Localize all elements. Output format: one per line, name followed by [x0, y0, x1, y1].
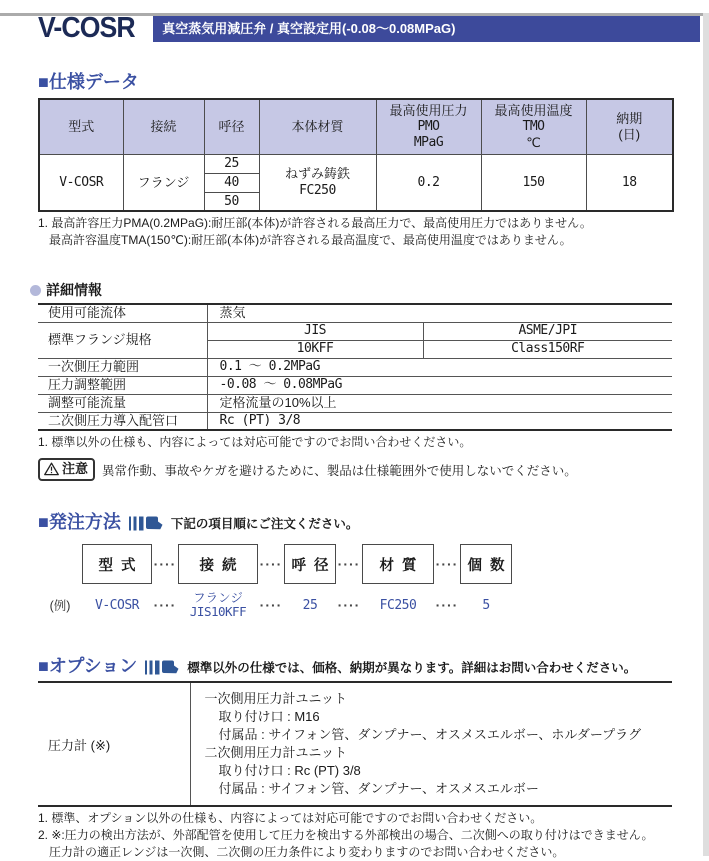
detail-table [38, 303, 672, 431]
order-dots: ···· [259, 556, 283, 572]
spec-delivery-value: 18 [586, 154, 673, 211]
flow-label: 調整可能流量 [38, 394, 207, 412]
order-example-material: FC250 [379, 597, 417, 613]
spec-header-row [39, 99, 673, 154]
order-box-size: 呼 径 [284, 544, 336, 584]
option-line: 付属品 : サイフォン管、ダンプナー、オスメスエルボー、ホルダープラグ [218, 727, 642, 742]
spec-col-size: 呼径 [204, 99, 259, 154]
options-note-1: 1. 標準、オプション以外の仕様も、内容によっては対応可能ですのでお問い合わせください。 [38, 811, 543, 825]
spec-note-2: 最高許容温度TMA(150℃):耐圧部(本体)が許容される最高温度で、最高使用温度ではありません。 [49, 233, 572, 247]
order-box-model: 型 式 [82, 544, 152, 584]
detail-row-inlet [38, 412, 672, 430]
flow-value: 定格流量の10%以上 [207, 394, 672, 412]
options-table [38, 681, 672, 807]
flange-jis: JIS [207, 322, 423, 340]
spec-tmo-value: 150 [481, 154, 586, 211]
order-example-connection: フランジ JIS10KFF [189, 591, 247, 619]
options-note-3: 圧力計の適正レンジは一次側、二次側の圧力条件により変わりますのでお問い合わせください。 [49, 845, 565, 859]
spec-section-title: ■仕様データ [38, 72, 139, 92]
datasheet-page [0, 12, 709, 859]
spec-table [38, 98, 674, 212]
order-example-qty: 5 [482, 597, 490, 613]
primary-range-label: 一次側圧力範囲 [38, 358, 207, 376]
detail-row-fluid [38, 304, 672, 322]
caution-text: 異常作動、事故やケガを避けるために、製品は仕様範囲外で使用しないでください。 [102, 463, 577, 478]
spec-pmo-value: 0.2 [376, 154, 481, 211]
header [38, 13, 700, 43]
caution-badge [38, 458, 95, 481]
fluid-label: 使用可能流体 [38, 304, 207, 322]
order-dots: ···· [337, 597, 361, 613]
spec-note-1: 1. 最高許容圧力PMA(0.2MPaG):耐圧部(本体)が許容される最高圧力で、最高使用圧力ではありません。 [38, 216, 592, 230]
option-line: 取り付け口 : Rc (PT) 3/8 [218, 763, 361, 778]
order-dots: ···· [259, 597, 283, 613]
fluid-value: 蒸気 [207, 304, 672, 322]
spec-col-connection: 接続 [123, 99, 204, 154]
order-box-connection: 接 続 [178, 544, 258, 584]
detail-row-adjust [38, 376, 672, 394]
options-section-title: ■オプション [38, 656, 138, 676]
pressure-gauge-label: 圧力計 (※) [38, 682, 190, 806]
order-dots: ···· [435, 597, 459, 613]
options-note-2: 2. ※:圧力の検出方法が、外部配管を使用して圧力を検出する外部検出の場合、二次側への取り付けはできません。 [38, 828, 654, 842]
order-section-title: ■発注方法 [38, 512, 121, 532]
spec-col-pmo: 最高使用圧力 PMO MPaG [376, 99, 481, 154]
order-example-label: (例) [49, 599, 71, 613]
spec-data-row [39, 154, 673, 173]
flange-jis-value: 10KFF [207, 340, 423, 358]
flange-label: 標準フランジ規格 [38, 322, 207, 358]
model-title: V-COSR [38, 12, 135, 44]
spec-col-model: 型式 [39, 99, 123, 154]
options-subtitle: 標準以外の仕様では、価格、納期が異なります。詳細はお問い合わせください。 [187, 661, 637, 675]
caution-row [38, 458, 709, 481]
spec-col-material: 本体材質 [259, 99, 376, 154]
order-dots: ···· [435, 556, 459, 572]
order-example-model: V-COSR [95, 597, 139, 613]
options-section-heading [38, 655, 709, 677]
detail-note: 1. 標準以外の仕様も、内容によっては対応可能ですのでお問い合わせください。 [38, 435, 472, 449]
order-dots: ···· [337, 556, 361, 572]
order-dots: ···· [153, 597, 177, 613]
option-line: 取り付け口 : M16 [218, 709, 320, 724]
pointing-hand-icon [129, 515, 163, 532]
product-banner: 真空蒸気用減圧弁 / 真空設定用(-0.08〜0.08MPaG) [153, 16, 700, 42]
order-diagram [38, 544, 709, 619]
order-example-size: 25 [302, 597, 318, 613]
detail-row-primary [38, 358, 672, 376]
option-line: 二次側用圧力計ユニット [204, 745, 347, 760]
option-line: 付属品 : サイフォン管、ダンプナー、オスメスエルボー [218, 781, 539, 796]
adjust-range-value: -0.08 〜 0.08MPaG [207, 376, 672, 394]
detail-row-flow [38, 394, 672, 412]
spec-model-cell: V-COSR [39, 154, 123, 211]
pressure-gauge-content [190, 682, 672, 806]
pointing-hand-icon [145, 659, 179, 676]
bullet-icon [30, 285, 41, 296]
detail-section-title: 詳細情報 [46, 282, 102, 298]
page-edge-right [703, 13, 709, 856]
option-line: 一次側用圧力計ユニット [204, 691, 347, 706]
order-box-material: 材 質 [362, 544, 434, 584]
spec-size-50: 50 [204, 192, 259, 211]
inlet-port-value: Rc (PT) 3/8 [207, 412, 672, 430]
warning-icon [44, 462, 59, 476]
caution-label: 注意 [62, 461, 89, 476]
detail-row-flange-std [38, 322, 672, 340]
order-subtitle: 下記の項目順にご注文ください。 [170, 517, 359, 531]
detail-section-heading [30, 280, 709, 300]
spec-col-tmo: 最高使用温度 TMO ℃ [481, 99, 586, 154]
order-section-heading [38, 511, 709, 533]
options-row-pressure-gauge [38, 682, 672, 806]
order-box-qty: 個 数 [460, 544, 512, 584]
flange-asme: ASME/JPI [423, 322, 672, 340]
spec-size-40: 40 [204, 173, 259, 192]
spec-material-cell: ねずみ鋳鉄 FC250 [259, 154, 376, 211]
flange-asme-value: Class150RF [423, 340, 672, 358]
primary-range-value: 0.1 〜 0.2MPaG [207, 358, 672, 376]
order-dots: ···· [153, 556, 177, 572]
spec-connection-cell: フランジ [123, 154, 204, 211]
inlet-port-label: 二次側圧力導入配管口 [38, 412, 207, 430]
adjust-range-label: 圧力調整範囲 [38, 376, 207, 394]
spec-size-25: 25 [204, 154, 259, 173]
spec-col-delivery: 納期 (日) [586, 99, 673, 154]
